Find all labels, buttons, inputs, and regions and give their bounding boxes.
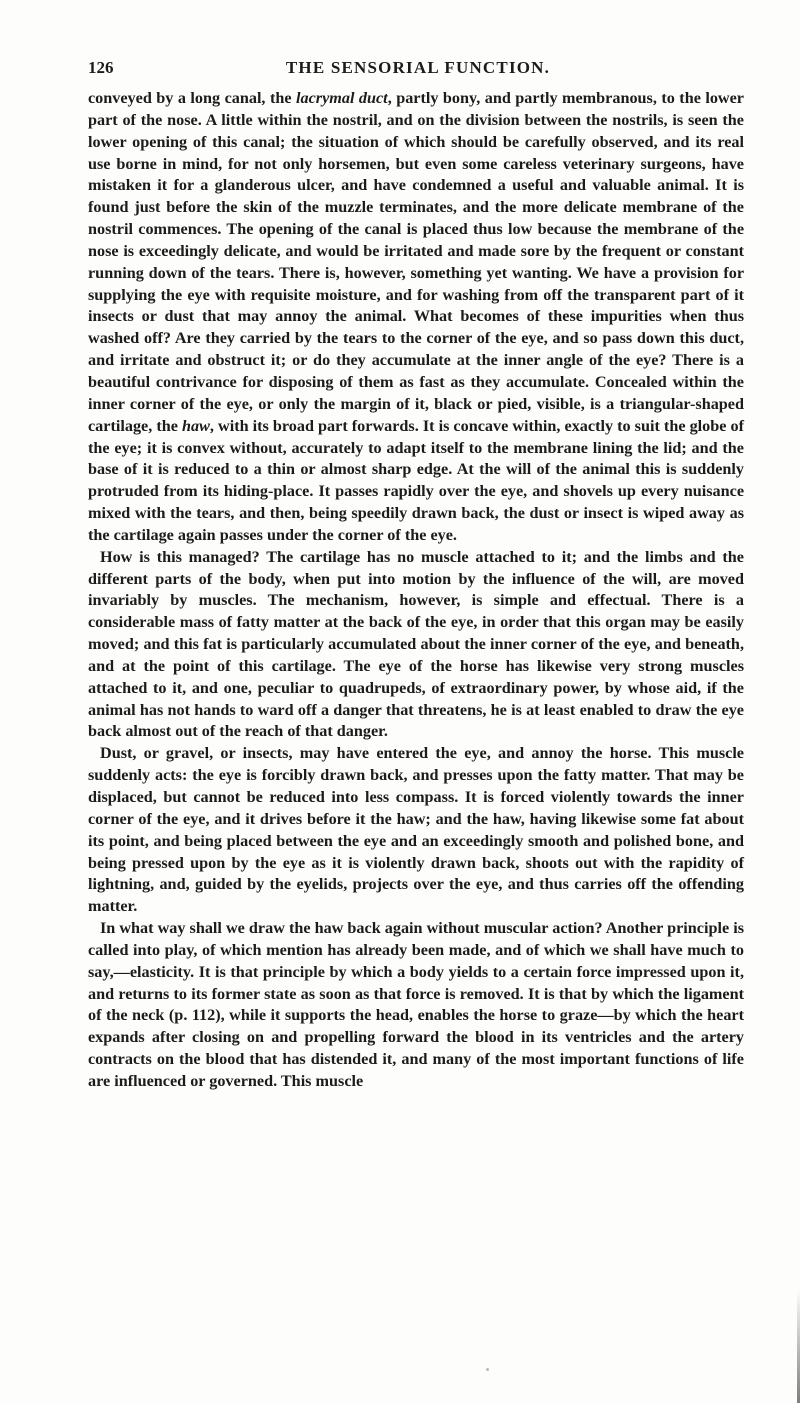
text-segment: , partly bony, and partly membranous, to the lower part of the nose. A little within the nostril, and on the division between the nostrils, is seen the lower opening of this canal; the situation of which should be carefully observed, and its real use borne in mind, for not only horsemen, but even some careless veterinary surgeons, have mistaken it for a glanderous ulcer, and have condemned a useful and valuable animal. It is found just before the skin of the muzzle terminates, and the more delicate membrane of the nostril commences. The opening of the canal is placed thus low because the membrane of the nose is exceedingly delicate, and would be irritated and made sore by the frequent or constant running down of the tears. There is, however, something yet wanting. We have a provision for supplying the eye with requisite moisture, and for washing from off the transparent part of it insects or dust that may annoy the animal. What becomes of these impurities when thus washed off? Are they carried by the tears to the corner of the eye, and so pass down this duct, and irritate and obstruct it; or do they accumulate at the inner angle of the eye? There is a beautiful contrivance for disposing of them as fast as they accumulate. Concealed within the inner corner of the eye, or only the margin of it, black or pied, visible, is a triangular-shaped cartilage, the — [88, 89, 744, 435]
text-segment: conveyed by a long canal, the — [88, 89, 296, 107]
text-segment: In what way shall we draw the haw back again without muscular action? Another principle is called into play, of which mention has already been made, and of which we shall have much to say,—elasticity. It is that principle by which a body yields to a certain force impressed upon it, and returns to its former state as soon as that force is removed. It is that by which the ligament of the neck (p. 112), while it supports the head, enables the horse to graze—by which the heart expands after closing on and propelling forward the blood in its ventricles and the artery contracts on the blood that has distended it, and many of the most important functions of life are influenced or governed. This muscle — [88, 919, 744, 1090]
page-number: 126 — [88, 58, 114, 77]
paragraph-4 — [88, 918, 744, 1093]
text-segment: Dust, or gravel, or insects, may have entered the eye, and annoy the horse. This muscle suddenly acts: the eye is forcibly drawn back, and presses upon the fatty matter. That may be displaced, but cannot be reduced into less compass. It is forced violently towards the inner corner of the eye, and it drives before it the haw; and the haw, having likewise some fat about its point, and being placed between the eye and an exceedingly smooth and polished bone, and being pressed upon by the eye as it is violently drawn back, shoots out with the rapidity of lightning, and, guided by the eyelids, projects over the eye, and thus carries off the offending matter. — [88, 744, 744, 916]
text-segment: , with its broad part forwards. It is concave within, exactly to suit the globe of the eye; it is convex without, accurately to adapt itself to the membrane lining the lid; and the base of it is reduced to a thin or almost sharp edge. At the will of the animal this is suddenly protruded from its hiding-place. It passes rapidly over the eye, and shovels up every nuisance mixed with the tears, and then, being speedily drawn back, the dust or insect is wiped away as the cartilage again passes under the corner of the eye. — [88, 416, 744, 544]
paragraph-1 — [88, 88, 744, 547]
paragraph-3 — [88, 743, 744, 918]
body-text — [88, 88, 744, 1093]
term-haw: haw — [181, 416, 210, 435]
running-title: THE SENSORIAL FUNCTION. — [285, 58, 551, 77]
text-segment: How is this managed? The cartilage has no muscle attached to it; and the limbs and the different parts of the body, when put into motion by the influence of the will, are moved invariably by muscles. The mechanism, however, is simple and effectual. There is a considerable mass of fatty matter at the back of the eye, in order that this organ may be easily moved; and this fat is particularly accumulated about the inner corner of the eye, and beneath, and at the point of this cartilage. The eye of the horse has likewise very strong muscles attached to it, and one, peculiar to quadrupeds, of extraordinary power, by whose aid, if the animal has not hands to ward off a danger that threatens, he is at least enabled to draw the eye back almost out of the reach of that danger. — [88, 547, 744, 741]
scan-speck — [486, 1368, 489, 1371]
page-header — [88, 58, 748, 88]
term-lacrymal-duct: lacrymal duct — [296, 89, 388, 107]
paragraph-2 — [88, 547, 744, 744]
